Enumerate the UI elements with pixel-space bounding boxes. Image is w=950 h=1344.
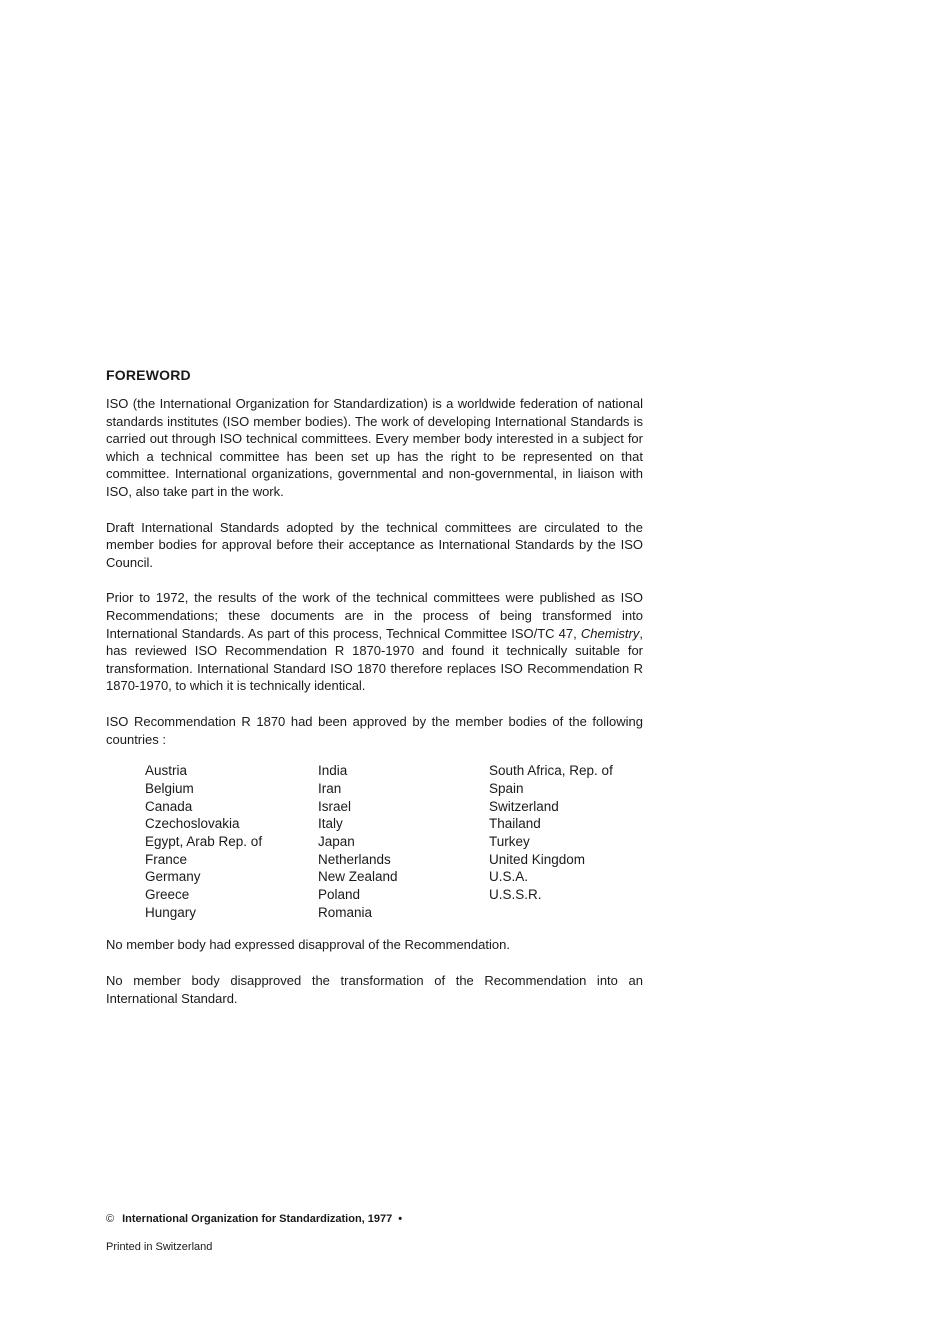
country-item: Switzerland [489, 798, 559, 814]
country-item: Israel [318, 798, 352, 814]
country-column-3 [489, 762, 649, 921]
country-item: Italy [318, 816, 343, 832]
foreword-section [106, 366, 643, 1025]
paragraph-draft-standards: Draft International Standards adopted by the technical committees are circulated to the member bodies for approval before their acceptance as International Standards by the ISO Council. [106, 519, 643, 570]
country-item: Hungary [145, 904, 197, 920]
copyright-line [106, 1212, 706, 1226]
country-item: Greece [145, 887, 190, 903]
country-item: Romania [318, 904, 373, 920]
country-item: Thailand [489, 816, 541, 832]
country-item: Canada [145, 798, 193, 814]
country-item: Egypt, Arab Rep. of [145, 833, 263, 849]
country-item: South Africa, Rep. of [489, 763, 613, 779]
copyright-symbol: © [106, 1213, 115, 1225]
approval-intro: ISO Recommendation R 1870 had been approved by the member bodies of the following countries : [106, 713, 643, 747]
paragraph-text-after: , has reviewed ISO Recommendation R 1870-1970 and found it technically suitable for transformation. International Standard ISO 1870 therefore replaces ISO Recommendation R 1870-1970, to which it is technically identical. [106, 625, 643, 694]
country-item: Belgium [145, 780, 194, 796]
country-item: Iran [318, 780, 342, 796]
country-item: Japan [318, 833, 355, 849]
printed-location: Printed in Switzerland [106, 1241, 213, 1253]
country-column-2 [318, 762, 489, 921]
copyright-text: International Organization for Standardization, 1977 [122, 1213, 393, 1225]
paragraph-iso-intro: ISO (the International Organization for Standardization) is a worldwide federation of national standards institutes (ISO member bodies). The work of developing International Standards is carried out through ISO technical committees. Every member body interested in a subject for which a technical committee has been set up has the right to be represented on that committee. International organizations, governmental and non-governmental, in liaison with ISO, also take part in the work. [106, 396, 643, 499]
country-item: Spain [489, 780, 524, 796]
country-item: New Zealand [318, 869, 398, 885]
country-item: Netherlands [318, 851, 391, 867]
country-item: Austria [145, 763, 188, 779]
country-column-1 [145, 762, 318, 921]
country-item: India [318, 763, 348, 779]
paragraph-transformation-history [106, 589, 643, 695]
country-item: France [145, 851, 188, 867]
country-item: Germany [145, 869, 201, 885]
paragraph-text-before: Prior to 1972, the results of the work of the technical committees were published as ISO Recommendations; these documents are in the process of being transformed into International Standards. As part of this process, Technical Committee ISO/TC 47, [106, 590, 643, 641]
country-item: U.S.A. [489, 869, 529, 885]
country-item: Czechoslovakia [145, 816, 240, 832]
country-item: U.S.S.R. [489, 887, 542, 903]
page-footer [106, 1212, 706, 1254]
country-item: Turkey [489, 833, 530, 849]
committee-subject: Chemistry [580, 625, 640, 641]
country-item: United Kingdom [489, 851, 586, 867]
country-item: Poland [318, 887, 361, 903]
disapproval-note: No member body had expressed disapproval of the Recommendation. [106, 937, 510, 953]
bullet-mark: • [398, 1213, 403, 1225]
transformation-note: No member body disapproved the transformation of the Recommendation into an International Standard. [106, 973, 643, 1006]
country-list [145, 762, 643, 921]
foreword-heading: FOREWORD [106, 367, 191, 383]
